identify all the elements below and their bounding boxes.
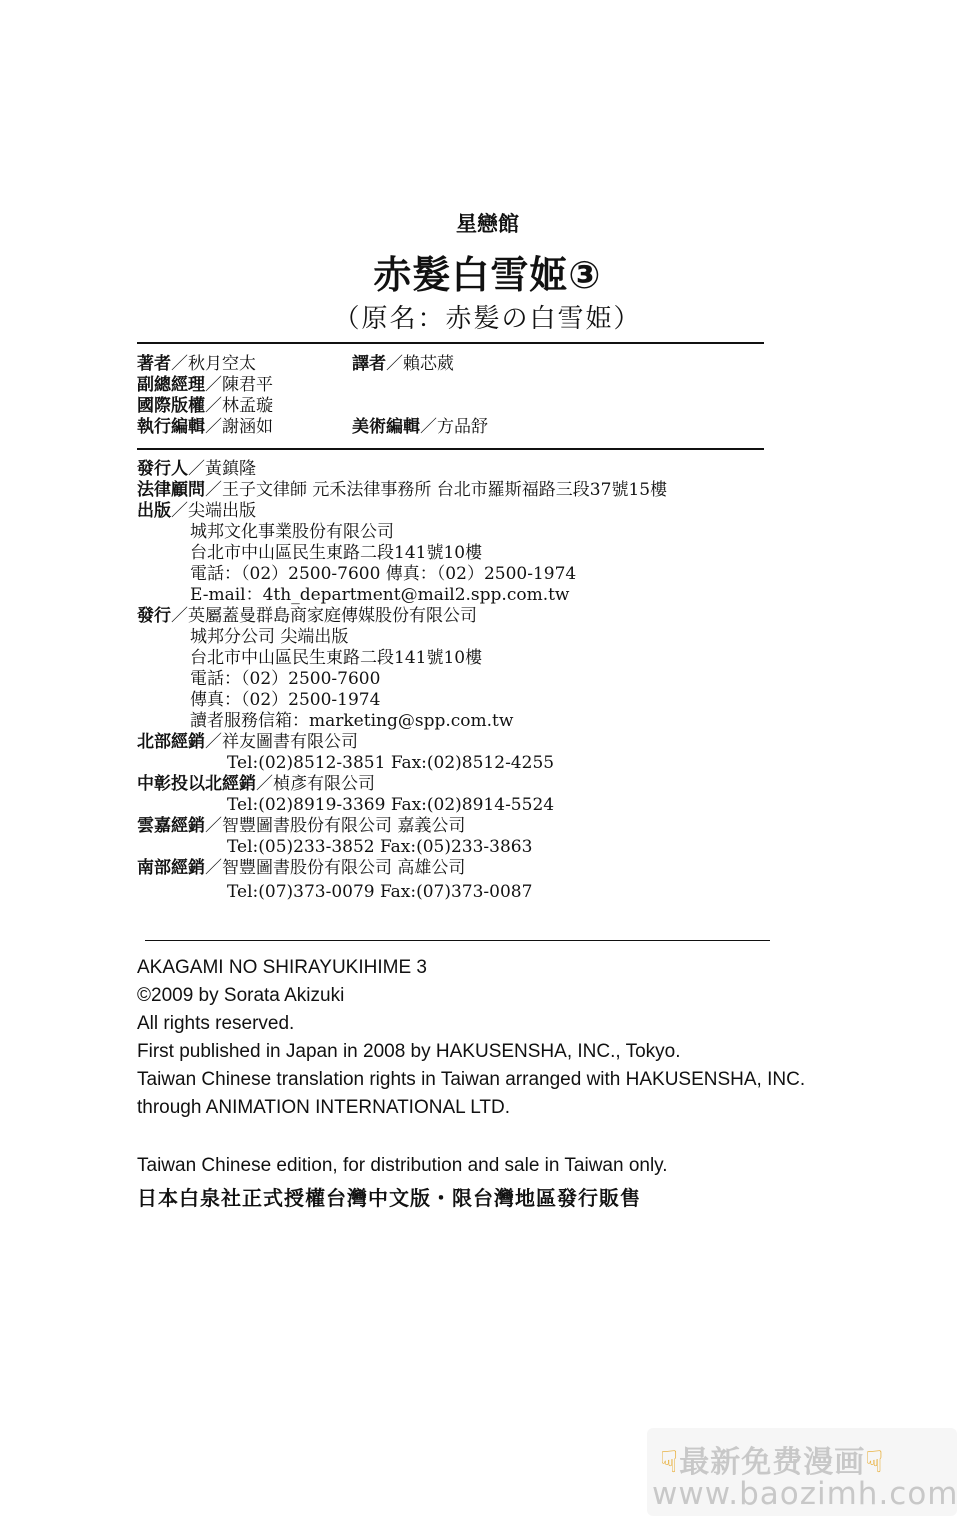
central-contact: Tel:(02)8919-3369 Fax:(02)8914-5524 [227, 795, 555, 815]
authorization-notice: 日本白泉社正式授權台灣中文版・限台灣地區發行販售 [137, 1186, 641, 1210]
north-distributor: 北部經銷／祥友圖書有限公司 [137, 732, 358, 752]
south-contact: Tel:(07)373-0079 Fax:(07)373-0087 [227, 882, 533, 902]
distribution-branch: 城邦分公司 尖端出版 [190, 627, 349, 647]
divider-top [137, 342, 764, 344]
distribution-mail: 讀者服務信箱：marketing@spp.com.tw [190, 711, 514, 731]
original-title: （原名：赤髪の白雪姫） [333, 304, 642, 334]
distribution-notice: Taiwan Chinese edition, for distribution and sale in Taiwan only. [137, 1155, 668, 1176]
central-distributor: 中彰投以北經銷／楨彥有限公司 [137, 774, 375, 794]
credit-exec-editor: 執行編輯／謝涵如 [137, 417, 273, 437]
distribution-fax: 傳真：（02）2500-1974 [190, 690, 381, 710]
divider-middle [137, 448, 764, 450]
imprint-email: E-mail：4th_department@mail2.spp.com.tw [190, 585, 570, 605]
rights-reserved: All rights reserved. [137, 1013, 295, 1034]
copyright-owner: ©2009 by Sorata Akizuki [137, 985, 345, 1006]
pointing-hand-icon: ☟ [660, 1445, 680, 1480]
book-title: 赤髮白雪姬③ [373, 253, 602, 297]
pointing-hand-icon: ☟ [865, 1445, 885, 1480]
distribution: 發行／英屬蓋曼群島商家庭傳媒股份有限公司 [137, 606, 477, 626]
yunjia-contact: Tel:(05)233-3852 Fax:(05)233-3863 [227, 837, 533, 857]
copyright-title: AKAGAMI NO SHIRAYUKIHIME 3 [137, 957, 427, 978]
credit-deputy-gm: 副總經理／陳君平 [137, 375, 273, 395]
credit-art-editor: 美術編輯／方品舒 [352, 417, 488, 437]
credit-rights: 國際版權／林孟璇 [137, 396, 273, 416]
imprint-address: 台北市中山區民生東路二段141號10樓 [190, 543, 483, 563]
imprint-phone: 電話：（02）2500-7600 傳真：（02）2500-1974 [190, 564, 577, 584]
watermark-text: ☟最新免费漫画☟ [660, 1445, 885, 1480]
credit-author: 著者／秋月空太 [137, 354, 256, 374]
distribution-address: 台北市中山區民生東路二段141號10樓 [190, 648, 483, 668]
imprint: 出版／尖端出版 [137, 501, 256, 521]
yunjia-distributor: 雲嘉經銷／智豐圖書股份有限公司 嘉義公司 [137, 816, 466, 836]
first-published: First published in Japan in 2008 by HAKUSENSHA, INC., Tokyo. [137, 1041, 681, 1062]
legal-advisor: 法律顧問／王子文律師 元禾法律事務所 台北市羅斯福路三段37號15樓 [137, 480, 668, 500]
credit-translator: 譯者／賴芯葳 [352, 354, 454, 374]
publisher: 發行人／黃鎮隆 [137, 459, 256, 479]
watermark-url: www.baozimh.com [652, 1476, 959, 1512]
translation-rights: Taiwan Chinese translation rights in Taiwan arranged with HAKUSENSHA, INC. [137, 1069, 806, 1090]
distribution-phone: 電話：（02）2500-7600 [190, 669, 381, 689]
through-agent: through ANIMATION INTERNATIONAL LTD. [137, 1097, 511, 1118]
south-distributor: 南部經銷／智豐圖書股份有限公司 高雄公司 [137, 858, 466, 878]
series-name: 星戀館 [456, 212, 519, 236]
divider-bottom [145, 940, 770, 941]
north-contact: Tel:(02)8512-3851 Fax:(02)8512-4255 [227, 753, 555, 773]
imprint-company: 城邦文化事業股份有限公司 [190, 522, 394, 542]
